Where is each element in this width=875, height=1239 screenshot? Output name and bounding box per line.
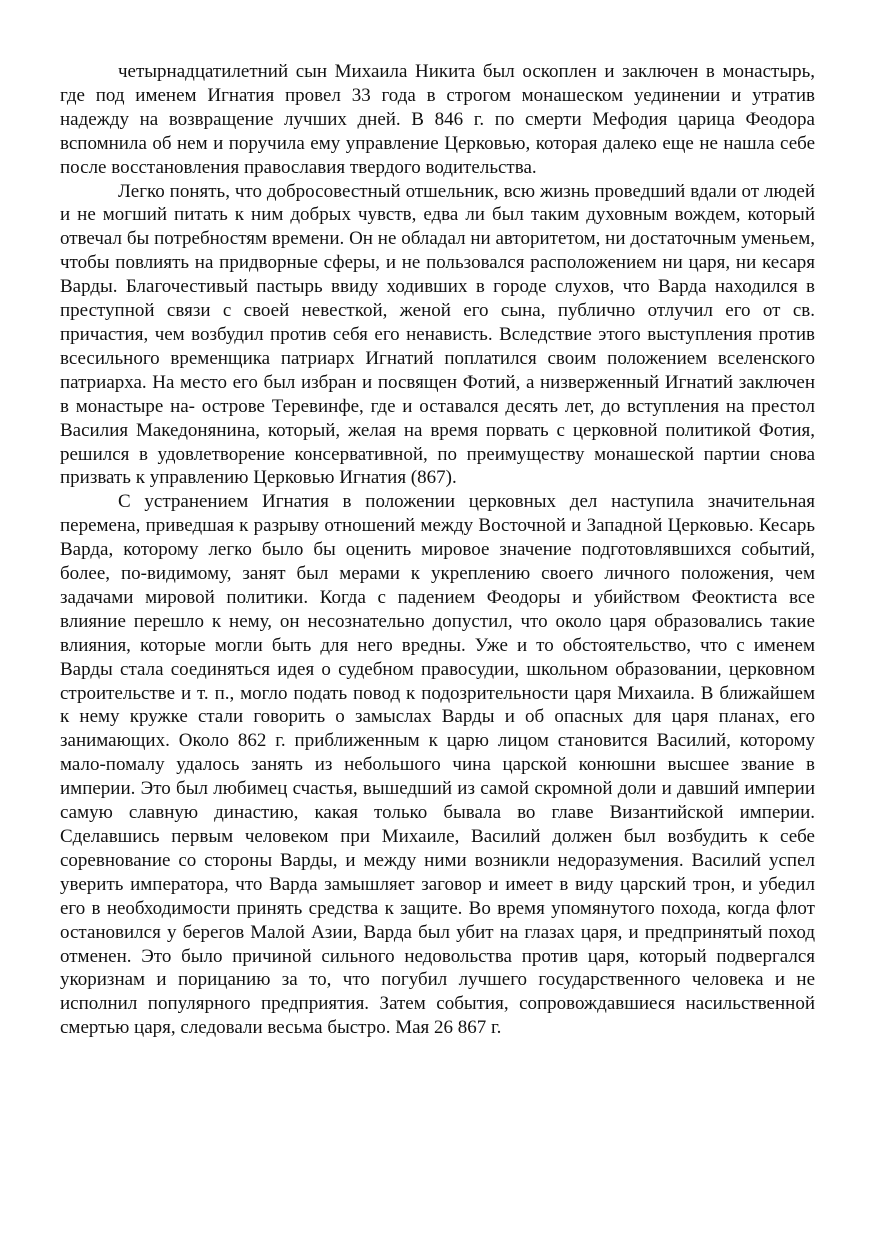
paragraph-1: четырнадцатилетний сын Михаила Никита был оскоплен и заключен в монастырь, где под именем Игнатия провел 33 года в строгом монашеском уединении и утратив надежду на возвращение лучших дней. В 846 г. по смерти Мефодия царица Феодора вспомнила об нем и поручила ему управление Церковью, которая далеко еще не нашла себе после восстановления православия твердого водительства. <box>60 61 815 178</box>
paragraph-2: Легко понять, что добросовестный отшельник, всю жизнь проведший вдали от людей и не могший питать к ним добрых чувств, едва ли был таким духовным вождем, который отвечал бы потребностям времени. Он не обладал ни авторитетом, ни достаточным уменьем, чтобы повлиять на придворные сферы, и не пользовался расположением ни царя, ни кесаря Варды. Благочестивый пастырь ввиду ходивших в городе слухов, что Варда находился в преступной связи с своей невесткой, женой его сына, публично отлучил его от св. причастия, чем возбудил против себя его ненависть. Вследствие этого выступления против всесильного временщика патриарх Игнатий поплатился своим положением вселенского патриарха. На место его был избран и посвящен Фотий, а низверженный Игнатий заключен в монастыре на‐ острове Теревинфе, где и оставался десять лет, до вступления на престол Василия Македонянина, который, желая на время порвать с церковной политикой Фотия, решился в удовлетворение консервативной, по преимуществу монашеской партии снова призвать к управлению Церковью Игнатия (867). <box>60 180 815 489</box>
paragraph-3: С устранением Игнатия в положении церковных дел наступила значительная перемена, приведшая к разрыву отношений между Восточной и Западной Церковью. Кесарь Варда, которому легко было бы оценить мировое значение подготовлявшихся событий, более, по‐видимому, занят был мерами к укреплению своего личного положения, чем задачами мировой политики. Когда с падением Феодоры и убийством Феоктиста все влияние перешло к нему, он несознательно допустил, что около царя образовались такие влияния, которые могли быть для него вредны. Уже и то обстоятельство, что с именем Варды стала соединяться идея о судебном правосудии, школьном образовании, церковном строительстве и т. п., могло подать повод к подозрительности царя Михаила. В ближайшем к нему кружке стали говорить о замыслах Варды и об опасных для царя планах, его занимающих. Около 862 г. приближенным к царю лицом становится Василий, которому мало‐помалу удалось занять из небольшого чина царской конюшни высшее звание в империи. Это был любимец счастья, вышедший из самой скромной доли и давший империи самую славную династию, какая только бывала во главе Византийской империи. Сделавшись первым человеком при Михаиле, Василий должен был возбудить к себе соревнование со стороны Варды, и между ними возникли недоразумения. Василий успел уверить императора, что Варда замышляет заговор и имеет в виду царский трон, и убедил его в необходимости принять средства к защите. Во время упомянутого похода, когда флот остановился у берегов Малой Азии, Варда был убит на глазах царя, и предпринятый поход отменен. Это было причиной сильного недовольства против царя, который подвергался укоризнам и порицанию за то, что погубил лучшего государственного человека и не исполнил популярного предприятия. Затем события, сопровождавшиеся насильственной смертью царя, следовали весьма быстро. Мая 26 867 г. <box>60 491 815 1039</box>
